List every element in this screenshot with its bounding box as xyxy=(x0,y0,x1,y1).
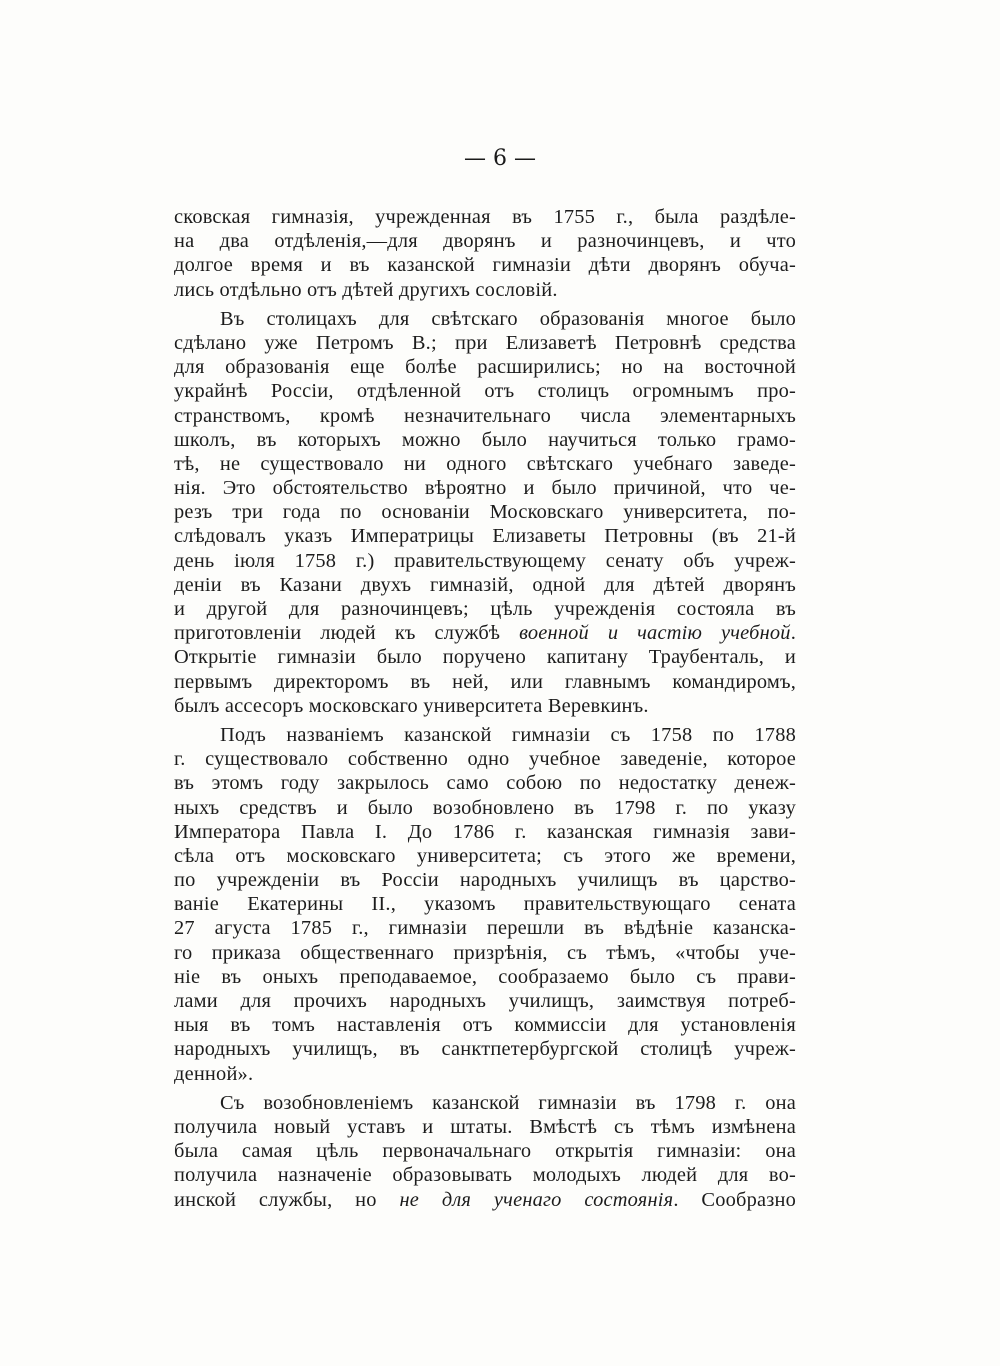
paragraph-3 xyxy=(174,723,796,1086)
text-line: школъ, въ которыхъ можно было научиться только грамо- xyxy=(174,428,796,451)
text-line: странствомъ, кромѣ незначительнаго числа элементарныхъ xyxy=(174,404,796,427)
body-text xyxy=(174,205,796,1212)
text-line: ныя въ томъ наставленія отъ коммиссіи для установленія xyxy=(174,1014,796,1037)
text-line: сдѣлано уже Петромъ В.; при Елизаветѣ Петровнѣ средства xyxy=(174,331,796,354)
text-line: народныхъ училищъ, въ санктпетербургской столицѣ учреж- xyxy=(174,1038,796,1061)
text-line: первымъ директоромъ въ ней, или главнымъ командиромъ, xyxy=(174,670,796,693)
paragraph-2 xyxy=(174,307,796,718)
text-line: ніе въ оныхъ преподаваемое, сообразаемо было съ прави- xyxy=(174,965,796,988)
text-line: лами для прочихъ народныхъ училищъ, заимствуя потреб- xyxy=(174,990,796,1012)
text-line: резъ три года по основаніи Московскаго университета, по- xyxy=(174,501,796,524)
text-line: была самая цѣль первоначальнаго открытія гимназіи: она xyxy=(174,1140,796,1163)
text-line: и другой для разночинцевъ; цѣль учрежденія состояла въ xyxy=(174,598,796,620)
text-line: Въ столицахъ для свѣтскаго образованія многое было xyxy=(220,307,796,330)
text-line: г. существовало собственно одно учебное заведеніе, которое xyxy=(174,748,796,771)
emphasis-text: не для ученаго состоянія xyxy=(399,1188,674,1211)
text-line: Императора Павла I. До 1786 г. казанская гимназія зави- xyxy=(174,820,796,843)
paragraph-4 xyxy=(174,1091,796,1212)
text-line: украйнѣ Россіи, отдѣленной отъ столицъ огромнымъ про- xyxy=(174,380,796,403)
text-line: въ этомъ году закрылось само собою по недостатку денеж- xyxy=(174,772,796,795)
text-line: сковская гимназія, учрежденная въ 1755 г., была раздѣле- xyxy=(174,206,796,228)
page-number: — 6 — xyxy=(464,146,536,171)
text-line: 27 агуста 1785 г., гимназіи перешли въ вѣдѣніе казанска- xyxy=(174,917,796,940)
text-line: слѣдовалъ указъ Императрицы Елизаветы Петровны (въ 21-й xyxy=(174,525,796,548)
text-line: день іюля 1758 г.) правительствующему сенату объ учреж- xyxy=(174,549,796,572)
text-line: денной». xyxy=(174,1062,254,1085)
paragraph-1 xyxy=(174,205,796,302)
text-line: Съ возобновленіемъ казанской гимназіи въ 1798 г. она xyxy=(220,1091,796,1114)
text-line: ваніе Екатерины II., указомъ правительствующаго сената xyxy=(174,893,796,916)
text-line: получила назначеніе образовывать молодыхъ людей для во- xyxy=(174,1164,796,1187)
text-line: получила новый уставъ и штаты. Вмѣстѣ съ тѣмъ измѣнена xyxy=(174,1115,796,1138)
text-line: на два отдѣленія,—для дворянъ и разночинцевъ, и что xyxy=(174,230,796,253)
text-line: по учрежденіи въ Россіи народныхъ училищъ въ царство- xyxy=(174,869,796,892)
text-line: нія. Это обстоятельство вѣроятно и было причиной, что че- xyxy=(174,477,796,500)
text-line: инской службы, но не для ученаго состоянія. Сообразно xyxy=(174,1188,796,1211)
text-line: долгое время и въ казанской гимназіи дѣти дворянъ обуча- xyxy=(174,254,796,277)
text-line: го приказа общественнаго призрѣнія, съ тѣмъ, «чтобы уче- xyxy=(174,941,796,964)
text-line: лись отдѣльно отъ дѣтей другихъ сословій. xyxy=(174,278,558,301)
text-line: Подъ названіемъ казанской гимназіи съ 1758 по 1788 xyxy=(220,723,796,746)
text-line: былъ ассесоръ московскаго университета Веревкинъ. xyxy=(174,694,649,717)
text-line: деніи въ Казани двухъ гимназій, одной для дѣтей дворянъ xyxy=(174,573,796,596)
text-line: Открытіе гимназіи было поручено капитану Траубенталь, и xyxy=(174,646,796,669)
text-line: для образованія еще болѣе расширились; но на восточной xyxy=(174,356,796,379)
emphasis-text: военной и частію учебной xyxy=(519,622,791,645)
text-line: тѣ, не существовало ни одного свѣтскаго учебнаго заведе- xyxy=(174,452,796,475)
text-line: сѣла отъ московскаго университета; съ этого же времени, xyxy=(174,844,796,867)
text-line: приготовленіи людей къ службѣ военной и частію учебной. xyxy=(174,622,796,645)
text-line: ныхъ средствъ и было возобновлено въ 1798 г. по указу xyxy=(174,796,796,819)
